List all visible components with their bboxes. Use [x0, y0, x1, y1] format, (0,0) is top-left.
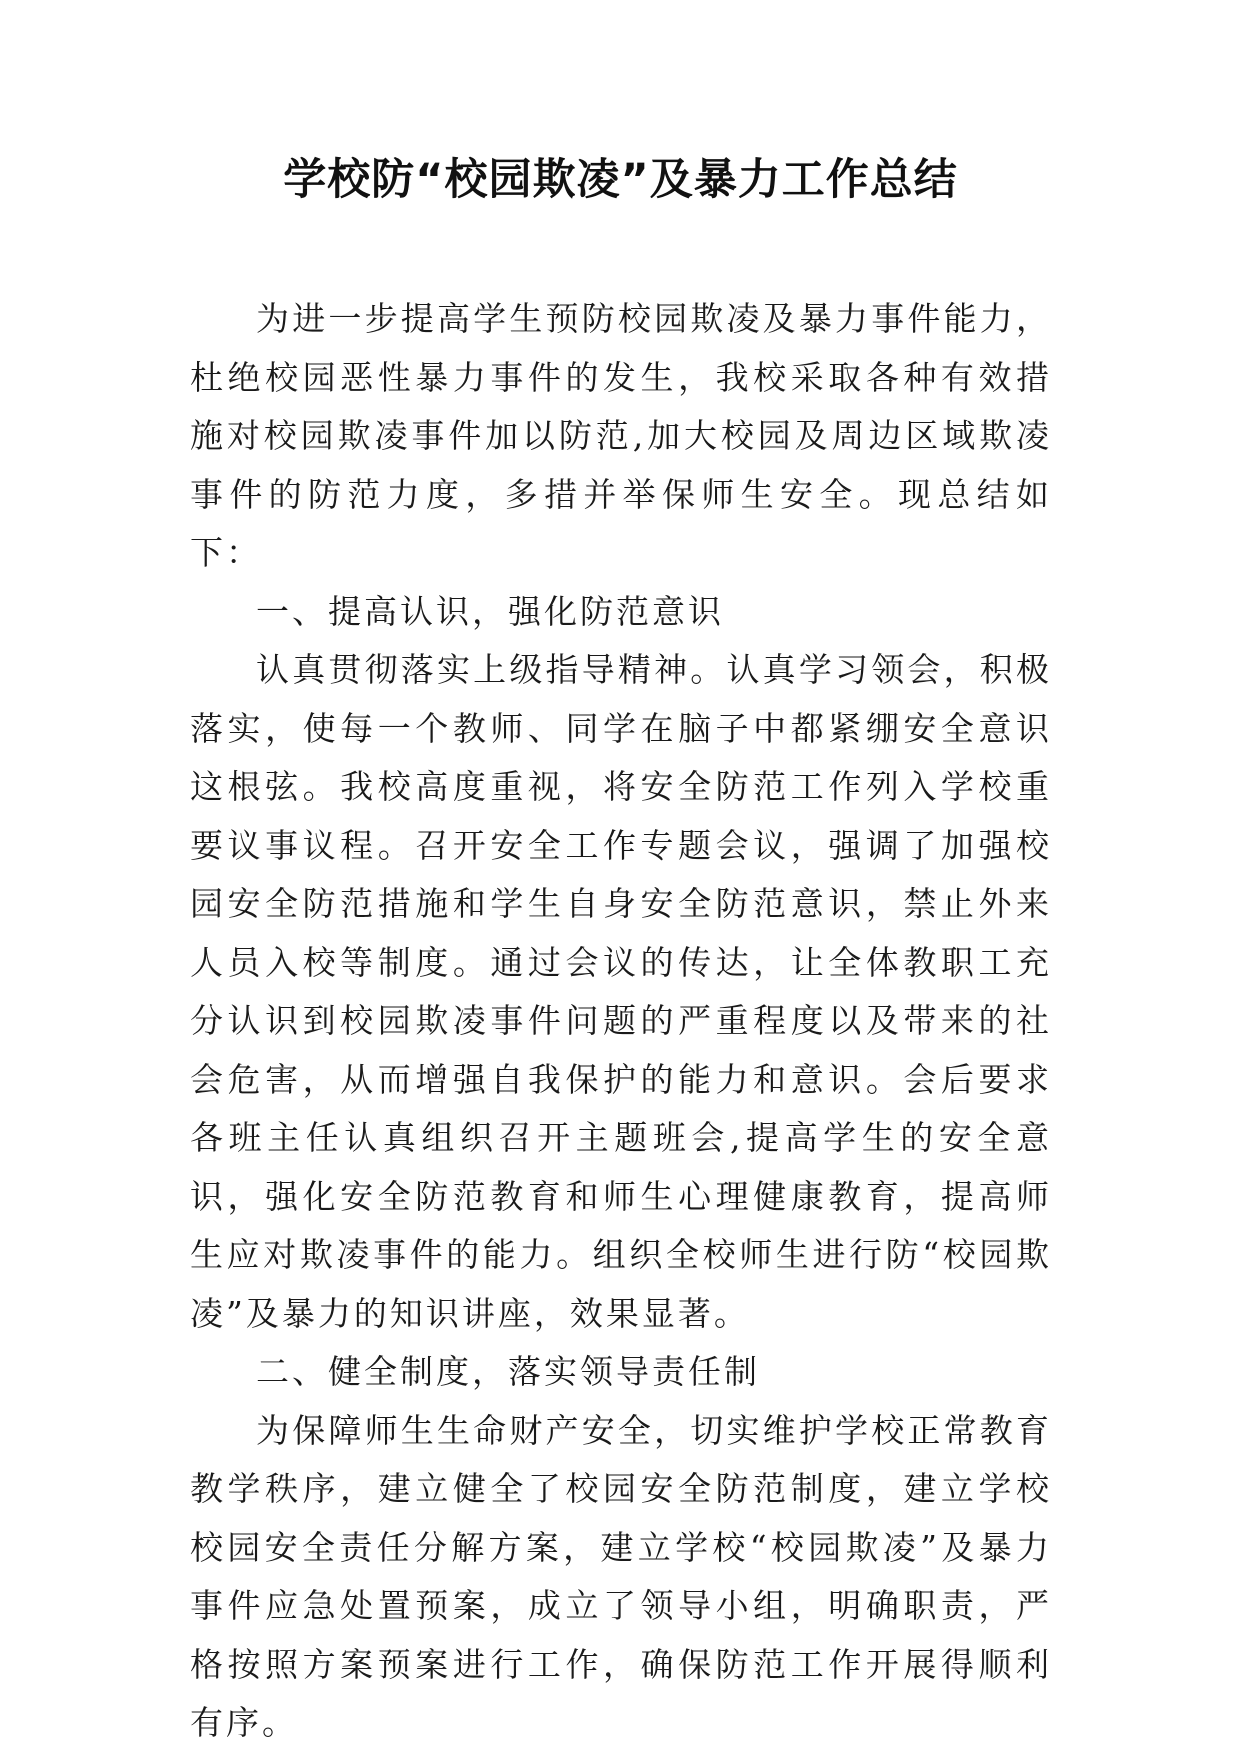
- section-heading-2: 二、健全制度，落实领导责任制: [256, 1352, 760, 1391]
- paragraph-section-2: 为保障师生生命财产安全，切实维护学校正常教育教学秩序，建立健全了校园安全防范制度，建立学校校园安全责任分解方案，建立学校“校园欺凌”及暴力事件应急处置预案，成立了领导小组，明确职责，严格按照方案预案进行工作，确保防范工作开展得顺利有序。: [190, 1410, 1052, 1742]
- document-body: [190, 290, 1052, 1753]
- paragraph-section-1: 认真贯彻落实上级指导精神。认真学习领会，积极落实，使每一个教师、同学在脑子中都紧绷安全意识这根弦。我校高度重视，将安全防范工作列入学校重要议事议程。召开安全工作专题会议，强调了加强校园安全防范措施和学生自身安全防范意识，禁止外来人员入校等制度。通过会议的传达，让全体教职工充分认识到校园欺凌事件问题的严重程度以及带来的社会危害，从而增强自我保护的能力和意识。会后要求各班主任认真组织召开主题班会,提高学生的安全意识，强化安全防范教育和师生心理健康教育，提高师生应对欺凌事件的能力。组织全校师生进行防“校园欺凌”及暴力的知识讲座，效果显著。: [190, 650, 1052, 1333]
- section-heading-1: 一、提高认识，强化防范意识: [256, 591, 724, 631]
- document-title: 学校防“校园欺凌”及暴力工作总结: [283, 155, 958, 205]
- paragraph-intro: 为进一步提高学生预防校园欺凌及暴力事件能力，杜绝校园恶性暴力事件的发生，我校采取各种有效措施对校园欺凌事件加以防范,加大校园及周边区域欺凌事件的防范力度，多措并举保师生安全。现总结如下：: [190, 299, 1052, 572]
